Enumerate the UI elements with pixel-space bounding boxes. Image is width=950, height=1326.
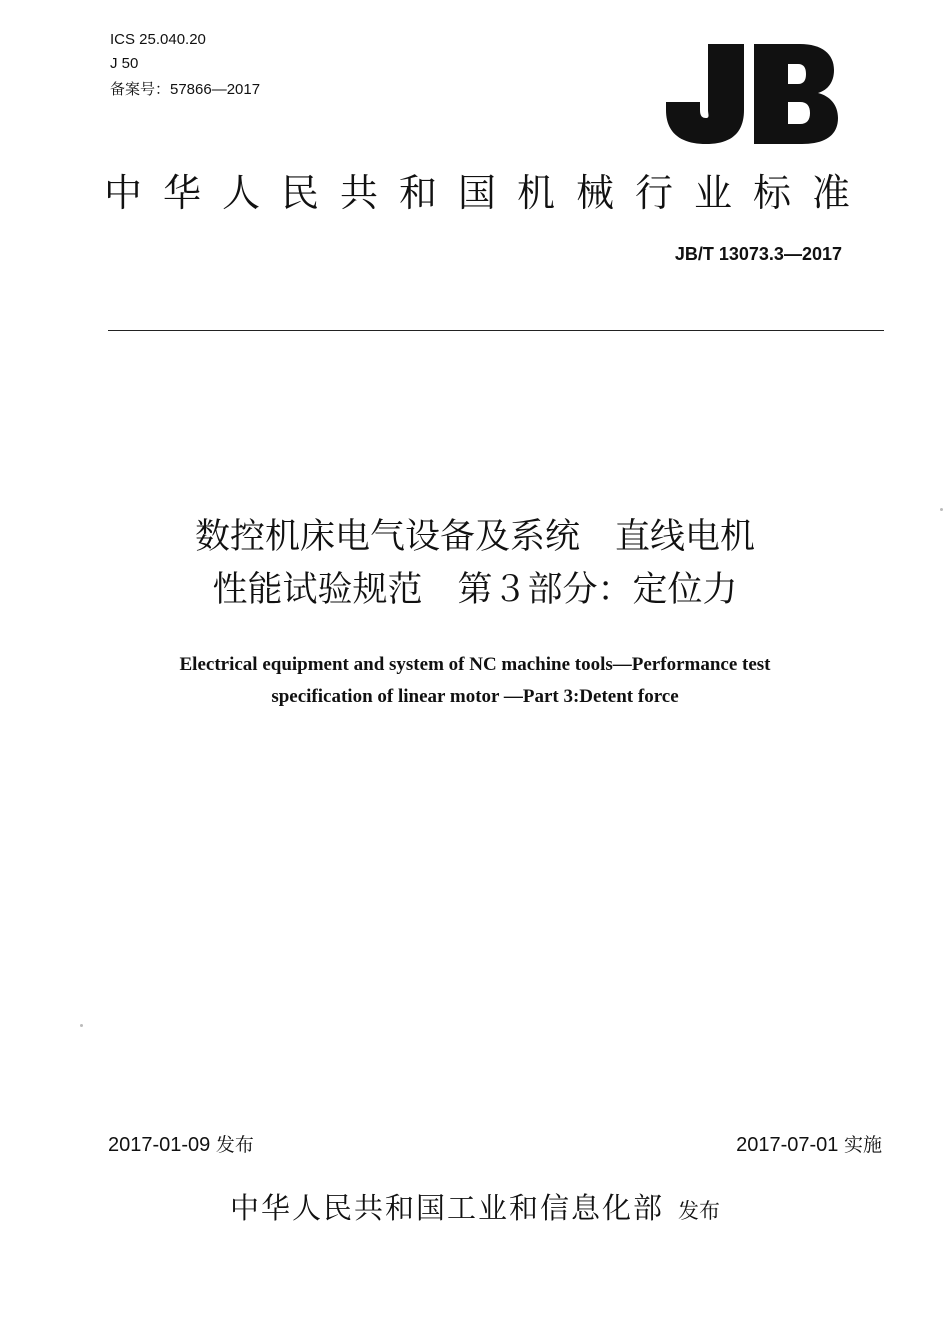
implement-date: 2017-07-01 <box>736 1134 839 1156</box>
implement-date-block <box>736 1130 882 1157</box>
ics-code: ICS 25.040.20 <box>110 31 206 48</box>
publisher-block <box>0 1186 950 1227</box>
standard-number: JB/T 13073.3—2017 <box>674 244 842 264</box>
implement-label: 实施 <box>843 1134 882 1156</box>
issue-date: 2017-01-09 <box>108 1134 211 1156</box>
issue-label: 发布 <box>215 1134 254 1156</box>
publisher-label: 发布 <box>678 1199 720 1223</box>
title-cn-line1: 数控机床电气设备及系统 直线电机 <box>194 517 755 557</box>
logo-text <box>660 148 661 149</box>
title-cn-line2: 性能试验规范 第３部分：定位力 <box>212 570 738 610</box>
header-divider <box>108 330 884 331</box>
issue-date-block <box>108 1130 254 1157</box>
title-en-line1: Electrical equipment and system of NC machine tools—Performance test <box>179 654 771 675</box>
publisher-name: 中华人民共和国工业和信息化部 <box>229 1191 664 1225</box>
standard-category: 中华人民共和国机械行业标准 <box>104 171 872 215</box>
scan-speck <box>80 1024 83 1027</box>
ccs-code: J 50 <box>110 55 139 72</box>
scan-speck <box>940 508 943 511</box>
jb-logo <box>660 40 840 148</box>
record-number: 备案号：57866—2017 <box>110 81 261 98</box>
title-en-line2: specification of linear motor —Part 3:Detent force <box>271 686 679 707</box>
